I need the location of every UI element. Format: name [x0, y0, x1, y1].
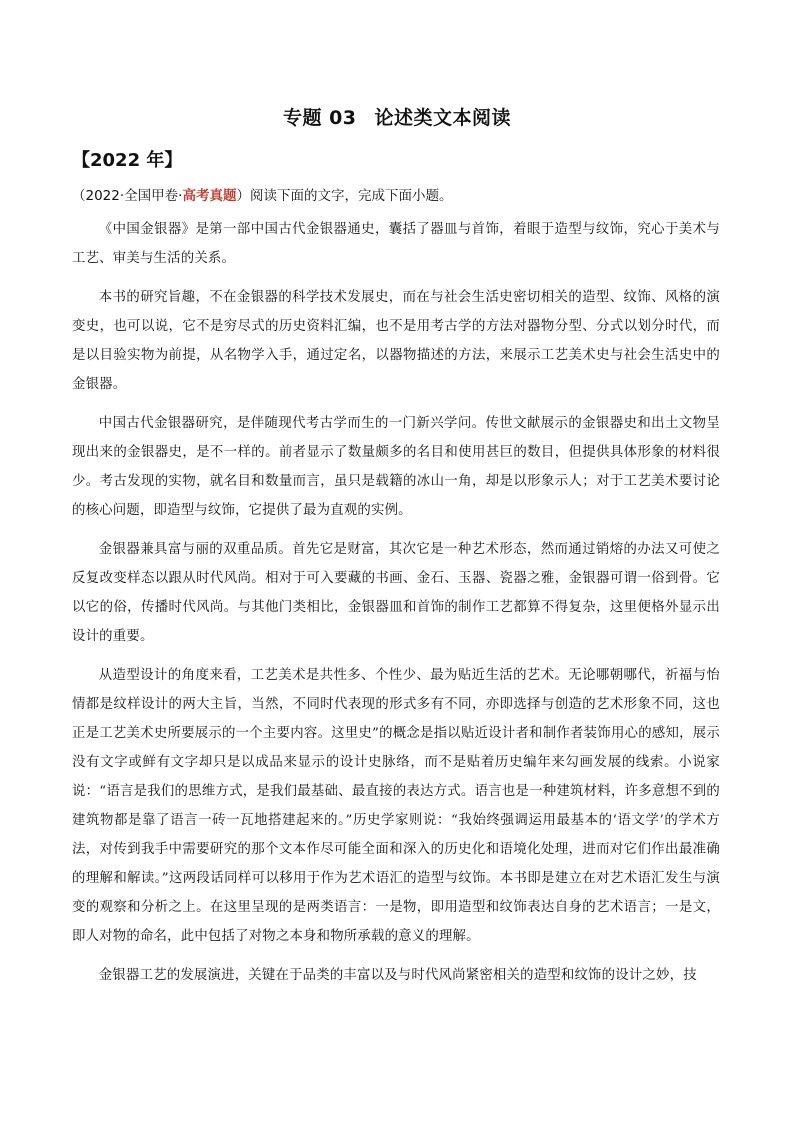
- passage-paragraph-1: 《中国金银器》是第一部中国古代金银器通史，囊括了器皿与首饰，着眼于造型与纹饰，究心于美术与工艺、审美与生活的关系。: [72, 222, 720, 266]
- question-source-highlight: 高考真题: [182, 188, 237, 204]
- title-topic-name: 论述类文本阅读: [374, 107, 512, 129]
- passage-paragraph-2: 本书的研究旨趣，不在金银器的科学技术发展史，而在与社会生活史密切相关的造型、纹饰、风格的演变史，也可以说，它不是穷尽式的历史资料汇编，也不是用考古学的方法对器物分型、分式以划分时代，而是以目验实物为前提，从名物学入手，通过定名，以器物描述的方法，来展示工艺美术史与社会生活史中的金银器。: [72, 290, 720, 392]
- page-title: [0, 103, 794, 130]
- passage-paragraph-4: 金银器兼具富与丽的双重品质。首先它是财富，其次它是一种艺术形态，然而通过销熔的办法又可使之反复改变样态以跟从时代风尚。相对于可入要藏的书画、金石、玉器、瓷器之雅，金银器可谓一俗到骨。它以它的俗，传播时代风尚。与其他门类相比，金银器皿和首饰的制作工艺都算不得复杂，这里便格外显示出设计的重要。: [72, 542, 720, 644]
- passage-paragraph-5: 从造型设计的角度来看，工艺美术是共性多、个性少、最为贴近生活的艺术。无论哪朝哪代，祈福与怡情都是纹样设计的两大主旨，当然，不同时代表现的形式多有不同，亦即选择与创造的艺术形象不同，这也正是工艺美术史所要展示的一个主要内容。这里史”的概念是指以贴近设计者和制作者装饰用心的感知，展示没有文字或鲜有文字却只是以成品来显示的设计史脉络，而不是贴着历史编年来勾画发展的线索。小说家说：“语言是我们的思维方式，是我们最基础、最直接的表达方式。语言也是一种建筑材料，许多意想不到的建筑物都是靠了语言一砖一瓦地搭建起来的。”历史学家则说：“我始终强调运用最基本的‘语文学’的学术方法，对传到我手中需要研究的那个文本作尽可能全面和深入的历史化和语境化处理，进而对它们作出最准确的理解和解读。”这两段话同样可以移用于作为艺术语汇的造型与纹饰。本书即是建立在对艺术语汇发生与演变的观察和分析之上。在这里呈现的是两类语言：一是物，即用造型和纹饰表达自身的艺术语言；一是文，即人对物的命名，此中包括了对物之本身和物所承载的意义的理解。: [72, 668, 720, 944]
- year-heading: 【2022 年】: [72, 150, 183, 171]
- title-topic-number: 专题 03: [282, 107, 357, 129]
- question-instruction: ）阅读下面的文字，完成下面小题。: [236, 188, 453, 204]
- question-source-line: [72, 184, 452, 204]
- reading-passage: [72, 215, 720, 1000]
- passage-paragraph-3: 中国古代金银器研究，是伴随现代考古学而生的一门新兴学问。传世文献展示的金银器史和出土文物呈现出来的金银器史，是不一样的。前者显示了数量颇多的名目和使用甚巨的数目，但提供具体形象的材料很少。考古发现的实物，就名目和数量而言，虽只是载籍的冰山一角，却是以形象示人；对于工艺美术要讨论的核心问题，即造型与纹饰，它提供了最为直观的实例。: [72, 416, 720, 518]
- passage-paragraph-6: 金银器工艺的发展演进，关键在于品类的丰富以及与时代风尚紧密相关的造型和纹饰的设计之妙，技: [98, 968, 697, 983]
- question-source-prefix: （2022·全国甲卷·: [72, 188, 183, 204]
